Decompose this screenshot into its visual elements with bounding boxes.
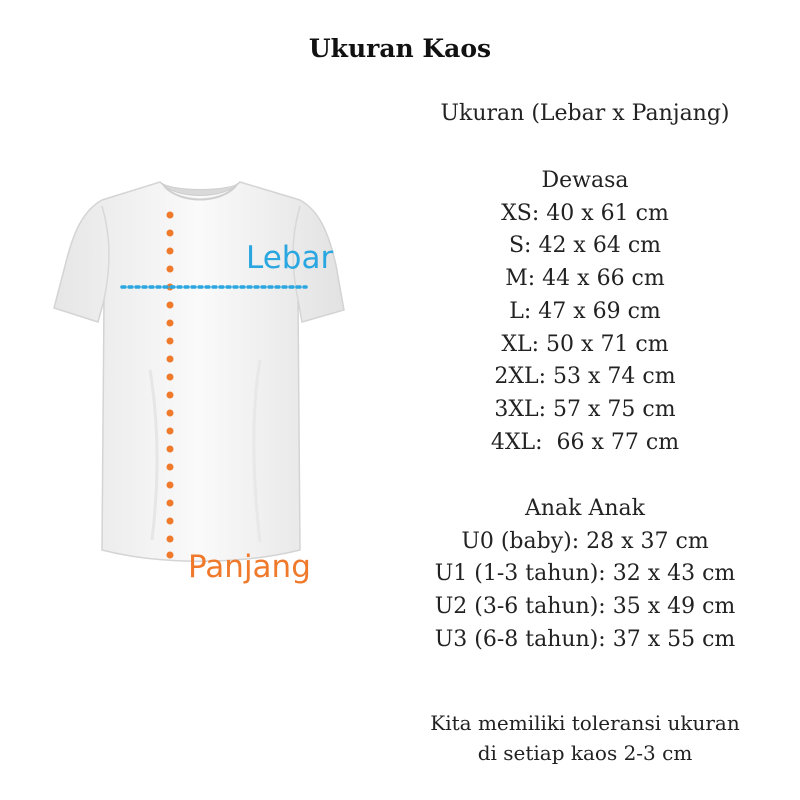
panjang-label: Panjang [188, 549, 311, 585]
size-row: U0 (baby): 28 x 37 cm [461, 528, 709, 554]
dewasa-section [370, 165, 800, 459]
tshirt-illustration [40, 170, 380, 590]
size-row: L: 47 x 69 cm [509, 298, 661, 324]
size-row: XS: 40 x 61 cm [501, 200, 669, 226]
size-chart-subtitle: Ukuran (Lebar x Panjang) [440, 101, 730, 126]
size-row: 2XL: 53 x 74 cm [494, 364, 676, 390]
size-row: U2 (3-6 tahun): 35 x 49 cm [434, 594, 736, 620]
size-row: U1 (1-3 tahun): 32 x 43 cm [434, 561, 736, 587]
size-row: S: 42 x 64 cm [508, 233, 662, 259]
tolerance-note-line1: Kita memiliki toleransi ukuran [430, 711, 740, 735]
anak-section [370, 493, 800, 657]
dewasa-heading: Dewasa [541, 168, 629, 193]
tolerance-note-line2: di setiap kaos 2-3 cm [477, 741, 693, 765]
lebar-label: Lebar [246, 240, 334, 276]
size-row: U3 (6-8 tahun): 37 x 55 cm [434, 626, 736, 652]
anak-heading: Anak Anak [524, 496, 645, 521]
size-row: M: 44 x 66 cm [505, 266, 665, 292]
page-title: Ukuran Kaos [308, 34, 492, 63]
tolerance-note [370, 708, 800, 768]
size-row: 4XL: 66 x 77 cm [490, 429, 680, 455]
size-row: 3XL: 57 x 75 cm [494, 396, 676, 422]
size-chart [370, 98, 800, 131]
size-row: XL: 50 x 71 cm [501, 331, 669, 357]
